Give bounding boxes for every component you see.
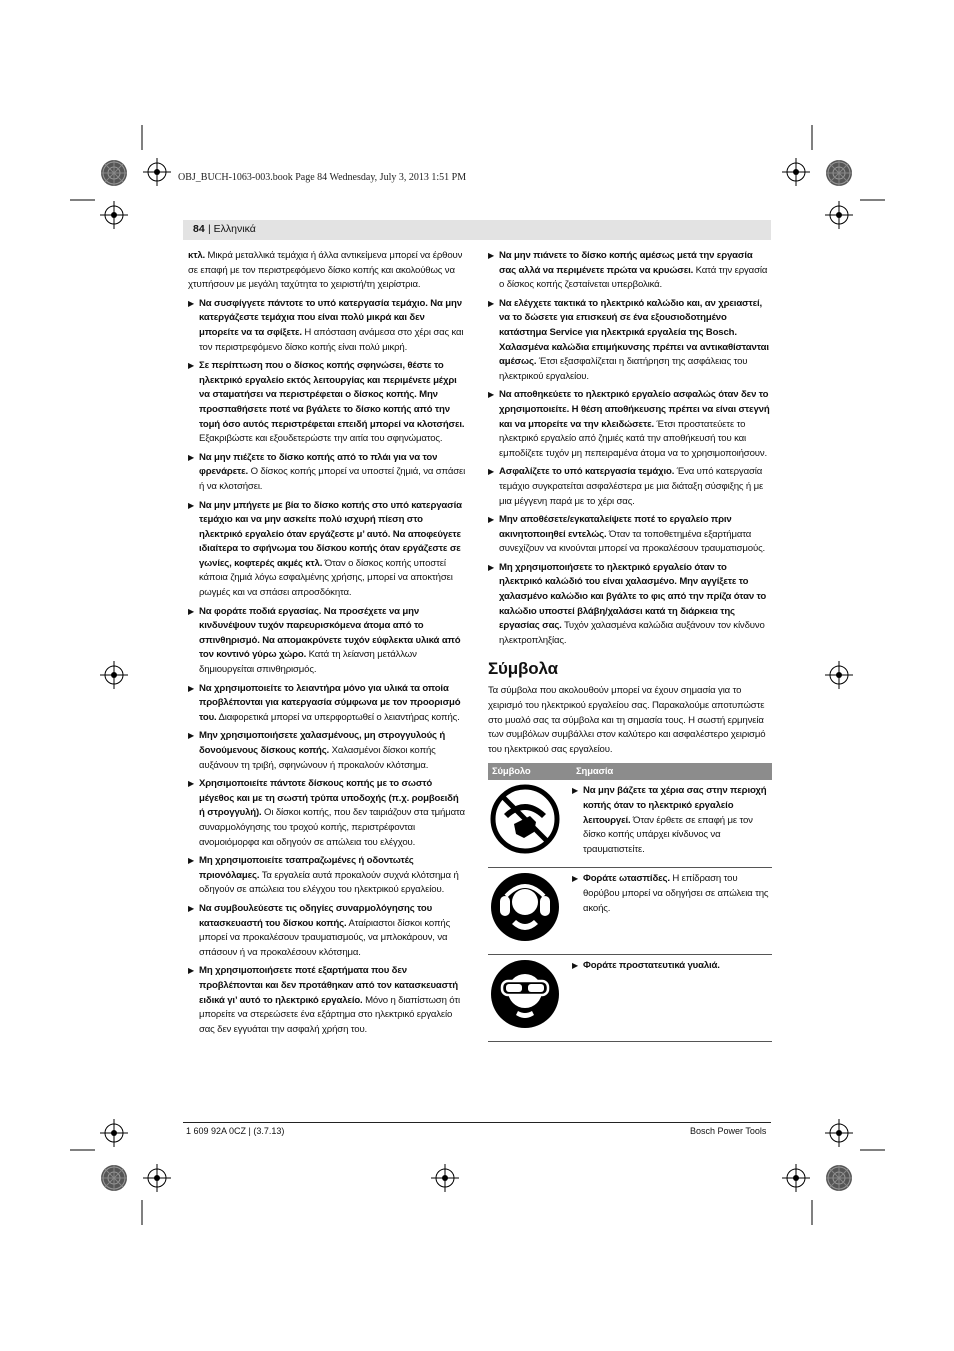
instruction-text: Οι δίσκοι κοπής, που δεν ταιριάζουν στα τμήματα συναρμολόγησης του τροχού κοπής, περιστρέφονται ανομοιόμορφα και οδηγούν σε απώλεια του ελέγχου. [199, 807, 465, 848]
table-row [488, 780, 772, 867]
instruction-bold: Σε περίπτωση που ο δίσκος κοπής σφηνώσει, θέστε το ηλεκτρικό εργαλείο εκτός λειτουργίας και περιμένετε μέχρι να σταματήσει να περιστρέφεται ο δίσκος κοπής. Μην προσπαθήσετε ποτέ να βγάλετε το δίσκο κοπής από την τομή όσο αυτός περιστρέφεται επειδή μπορεί να κλοτσήσει. [199, 360, 465, 430]
instruction-text: Χαλασμένοι δίσκοι κοπής αυξάνουν τη τριβή, σφηνώνουν ή προκαλούν κλότσημα. [199, 745, 436, 771]
instruction-bold: Μην αποθέσετε/εγκαταλείψετε ποτέ το εργαλείο πριν ακινητοποιηθεί εντελώς. [499, 514, 732, 540]
instruction-bold: Να ελέγχετε τακτικά το ηλεκτρικό καλώδιο και, αν χρειαστεί, να το δώσετε για επισκευή σε ένα εξουσιοδοτημένο κατάστημα Service για ηλεκτρικά εργαλεία της Bosch. Χαλασμένα καλώδια επιμήκυνσης πρέπει να αντικαθίστανται αμέσως. [499, 297, 769, 368]
bullet-triangle-icon: ▶ [188, 298, 195, 308]
instruction-text: Έτσι προστατεύετε το ηλεκτρικό εργαλείο από ζημιές κατά την αποθήκευσή του και εμποδίζετε τυχόν μη πεπειραμένα άτομα να το χρησιμοποιήσουν. [499, 418, 768, 459]
bullet-triangle-icon: ▶ [488, 515, 495, 525]
table-meaning-item [572, 872, 772, 916]
safety-instruction-item [488, 388, 770, 461]
safety-instruction-item [188, 964, 466, 1037]
bullet-triangle-icon: ▶ [188, 731, 195, 741]
language-label: | Ελληνικά [208, 223, 256, 235]
safety-instruction-item [188, 359, 466, 447]
bullet-triangle-icon: ▶ [188, 779, 195, 789]
safety-instruction-item [188, 854, 466, 898]
table-header-symbol: Σύμβολο [488, 763, 572, 780]
safety-instruction-item [188, 499, 466, 601]
footer-brand: Bosch Power Tools [690, 1126, 767, 1136]
footer-doc-number: 1 609 92A 0CZ | (3.7.13) [186, 1126, 285, 1136]
bullet-triangle-icon: ▶ [488, 467, 495, 477]
instruction-text: Κατά την εργασία ο δίσκος κοπής ζεσταίνεται υπερβολικά. [499, 264, 768, 291]
safety-instruction-item [188, 297, 466, 355]
instruction-text: Τα εργαλεία αυτά προκαλούν συχνά κλότσημα ή οδηγούν σε απώλεια του ελέγχου του ηλεκτρικού εργαλείου. [199, 869, 459, 896]
instruction-text: Τυχόν χαλασμένα καλώδια αυξάνουν τον κίνδυνο ηλεκτροπληξίας. [499, 620, 765, 646]
bullet-triangle-icon: ▶ [488, 251, 495, 260]
bullet-triangle-icon: ▶ [572, 874, 579, 884]
safety-goggles-icon [490, 959, 560, 1029]
table-meaning-item [572, 959, 772, 974]
instruction-text: Διαφορετικά μπορεί να υπερφορτωθεί ο λειαντήρας κοπής. [216, 711, 460, 723]
bullet-triangle-icon: ▶ [188, 606, 195, 616]
left-column [188, 249, 466, 1041]
bullet-triangle-icon: ▶ [188, 500, 195, 510]
meaning-text: Η επίδραση του θορύβου μπορεί να οδηγήσει σε απώλεια της ακοής. [583, 873, 769, 914]
section-title: Σύμβολα [488, 659, 558, 679]
table-meaning-item [572, 784, 772, 857]
meaning-bold: Να μην βάζετε τα χέρια σας στην περιοχή κοπής όταν το ηλεκτρικό εργαλείο λειτουργεί. [583, 785, 767, 826]
instruction-bold: Να χρησιμοποιείτε το λειαντήρα μόνο για υλικά τα οποία προβλέπονται για κατεργασία σύμφωνα με τον προορισμό του. [199, 682, 461, 723]
meaning-bold: Φοράτε προστατευτικά γυαλιά. [583, 959, 720, 971]
instruction-bold: Μη χρησιμοποιήσετε το ηλεκτρικό εργαλείο όταν το ηλεκτρικό καλώδιό του είναι χαλασμένο. Μην αγγίξετε το χαλασμένο καλώδιο και βγάλτε το φις από την πρίζα όταν το καλώδιο υποστεί βλάβη/χαλάσει κατά τη διάρκεια της εργασίας σας. [499, 561, 767, 632]
instruction-bold: Ασφαλίζετε το υπό κατεργασία τεμάχιο. [499, 466, 675, 478]
bullet-triangle-icon: ▶ [188, 361, 195, 371]
file-info-line: OBJ_BUCH-1063-003.book Page 84 Wednesday, July 3, 2013 1:51 PM [178, 172, 467, 183]
instruction-text: Έτσι εξασφαλίζεται η διατήρηση της ασφάλειας του ηλεκτρικού εργαλείου. [499, 356, 748, 382]
instruction-bold: Να μην πιάνετε το δίσκο κοπής αμέσως μετά την εργασία σας αλλά να περιμένετε πρώτα να κρυώσει. [499, 250, 753, 276]
instruction-bold: Να αποθηκεύετε το ηλεκτρικό εργαλείο ασφαλώς όταν δεν το χρησιμοποιείτε. Η θέση αποθήκευσης πρέπει να είναι στεγνή και να μπορείτε να την κλειδώσετε. [499, 389, 770, 430]
bullet-triangle-icon: ▶ [572, 786, 579, 796]
instruction-bold: Να μην μπήγετε με βία το δίσκο κοπής στο υπό κατεργασία τεμάχιο και να μην ασκείτε πολύ ισχυρή πίεση στο ηλεκτρικό εργαλείο όταν εργάζεστε μ’ αυτό. Να αποφεύγετε ιδιαίτερα το σφήνωμα του δίσκου κοπής όταν εργάζεστε σε γωνίες, κοφτερές ακμές κτλ. [199, 499, 462, 569]
instruction-text: Μόνο η διαπίστωση ότι μπορείτε να στερεώσετε ένα εξάρτημα στο ηλεκτρικό εργαλείο σας δεν εγγυάται την ασφαλή χρήση του. [199, 994, 460, 1035]
language-text: Ελληνικά [213, 223, 256, 235]
intro-bold: κτλ. [188, 250, 206, 261]
intro-paragraph [188, 249, 466, 293]
bullet-triangle-icon: ▶ [488, 298, 495, 308]
intro-text: Μικρά μεταλλικά τεμάχια ή άλλα αντικείμενα μπορεί να έρθουν σε επαφή με τον περιστρεφόμενο δίσκο κοπής και ακολούθως να χτυπήσουν με μεγάλη ταχύτητα το χειριστή/τη χειρίστρια. [188, 250, 463, 291]
instruction-bold: Να μην πιέζετε το δίσκο κοπής από το πλάι για να τον φρενάρετε. [199, 451, 438, 478]
instruction-text: Η απόσταση ανάμεσα στο χέρι σας και τον περιστρεφόμενο δίσκο κοπής είναι πολύ μικρή. [199, 326, 464, 353]
bullet-triangle-icon: ▶ [188, 452, 195, 462]
bullet-triangle-icon: ▶ [188, 856, 195, 866]
bullet-triangle-icon: ▶ [488, 390, 495, 400]
right-column [488, 249, 770, 1042]
safety-instruction-item [488, 465, 770, 509]
bullet-triangle-icon: ▶ [188, 966, 195, 976]
safety-instruction-item [188, 451, 466, 495]
instruction-bold: Μη χρησιμοποιήσετε ποτέ εξαρτήματα που δεν προβλέπονται και δεν προτάθηκαν από τον κατασκευαστή ειδικά γι’ αυτό το ηλεκτρικό εργαλείο. [199, 965, 458, 1006]
safety-instruction-item [188, 605, 466, 678]
footer-rule [183, 1122, 771, 1123]
table-row [488, 868, 772, 955]
page-number: 84 [193, 223, 205, 235]
instruction-text: Ένα υπό κατεργασία τεμάχιο συγκρατείται ασφαλέστερα με μια διάταξη σύσφιξης ή με μια μέγγενη παρά με το χέρι σας. [499, 466, 764, 507]
instruction-bold: Χρησιμοποιείτε πάντοτε δίσκους κοπής με το σωστό μέγεθος και με τη σωστή τρύπα υποδοχής (π.χ. ρομβοειδή ή στρογγυλή). [199, 778, 459, 819]
instruction-text: Κατά τη λείανση μετάλλων δημιουργείται σπινθηρισμός. [199, 649, 417, 676]
table-header-meaning: Σημασία [572, 763, 772, 780]
safety-instruction-item [188, 902, 466, 960]
instruction-text: Εξακριβώστε και εξουδετερώστε την αιτία του σφηνώματος. [199, 433, 443, 445]
instruction-text: Ο δίσκος κοπής μπορεί να υποστεί ζημιά, να σπάσει ή να κλοτσήσει. [199, 466, 466, 492]
instruction-text: Αταίριαστοι δίσκοι κοπής μπορεί να προκαλέσουν τραυματισμούς, να μπλοκάρουν, να σπάσουν ή να προκαλέσουν κλότσημα. [199, 917, 451, 958]
safety-instruction-item [188, 682, 466, 726]
page-header-bar [183, 220, 771, 240]
bullet-triangle-icon: ▶ [572, 960, 579, 970]
safety-instruction-item [488, 249, 770, 293]
table-row [488, 954, 772, 1041]
section-intro: Τα σύμβολα που ακολουθούν μπορεί να έχουν σημασία για το χειρισμό του ηλεκτρικού εργαλείου σας. Παρακαλούμε αποτυπώστε στο μυαλό σας τα σύμβολα και τη σημασία τους. Η σωστή ερμηνεία των συμβόλων συμβάλλει στον καλύτερο και ασφαλέστερο χειρισμό του ηλεκτρικού σας εργαλείου. [488, 685, 766, 755]
safety-instruction-item [188, 729, 466, 773]
bullet-triangle-icon: ▶ [488, 562, 495, 572]
meaning-text: Όταν έρθετε σε επαφή με τον δίσκο κοπής υπάρχει κίνδυνος να τραυματιστείτε. [583, 814, 753, 855]
bullet-triangle-icon: ▶ [188, 683, 195, 693]
safety-instruction-item [488, 561, 770, 649]
safety-instruction-item [488, 297, 770, 385]
instruction-text: Όταν ο δίσκος κοπής υποστεί κάποια ζημιά λόγω εσφαλμένης χρήσης, μπορεί να αποκτήσει ρωγμές και να σπάσει απροσδόκητα. [199, 557, 453, 599]
instruction-bold: Να συσφίγγετε πάντοτε το υπό κατεργασία τεμάχιο. Να μην κατεργάζεστε τεμάχια που είναι πολύ μικρά και δεν μπορείτε να τα σφίξετε. [199, 297, 462, 338]
meaning-bold: Φοράτε ωτασπίδες. [583, 873, 670, 885]
instruction-text: Όταν τα τοποθετημένα εξαρτήματα συνεχίζουν να κινούνται μπορεί να προκαλέσουν τραυματισμούς. [499, 528, 766, 555]
instruction-bold: Μην χρησιμοποιήσετε χαλασμένους, μη στρογγυλούς ή δονούμενους δίσκους κοπής. [199, 730, 446, 756]
no-hands-prohibition-icon [490, 784, 560, 854]
bullet-triangle-icon: ▶ [188, 903, 195, 913]
safety-instruction-item [188, 777, 466, 850]
instruction-bold: Μη χρησιμοποιείτε τσαπραζωμένες ή οδοντωτές πριονόλαμες. [199, 855, 414, 881]
safety-instruction-item [488, 513, 770, 557]
symbols-table [488, 763, 772, 1041]
instruction-bold: Να φοράτε ποδιά εργασίας. Να προσέχετε να μην κινδυνέψουν τυχόν παρευρισκόμενα άτομα από το σπινθηρισμό. Να απομακρύνετε τυχόν εύφλεκτα υλικά από τον κοντινό γύρω χώρο. [199, 605, 461, 661]
instruction-bold: Να συμβουλεύεστε τις οδηγίες συναρμολόγησης του κατασκευαστή του δίσκου κοπής. [199, 902, 433, 929]
ear-protection-icon [490, 872, 560, 942]
